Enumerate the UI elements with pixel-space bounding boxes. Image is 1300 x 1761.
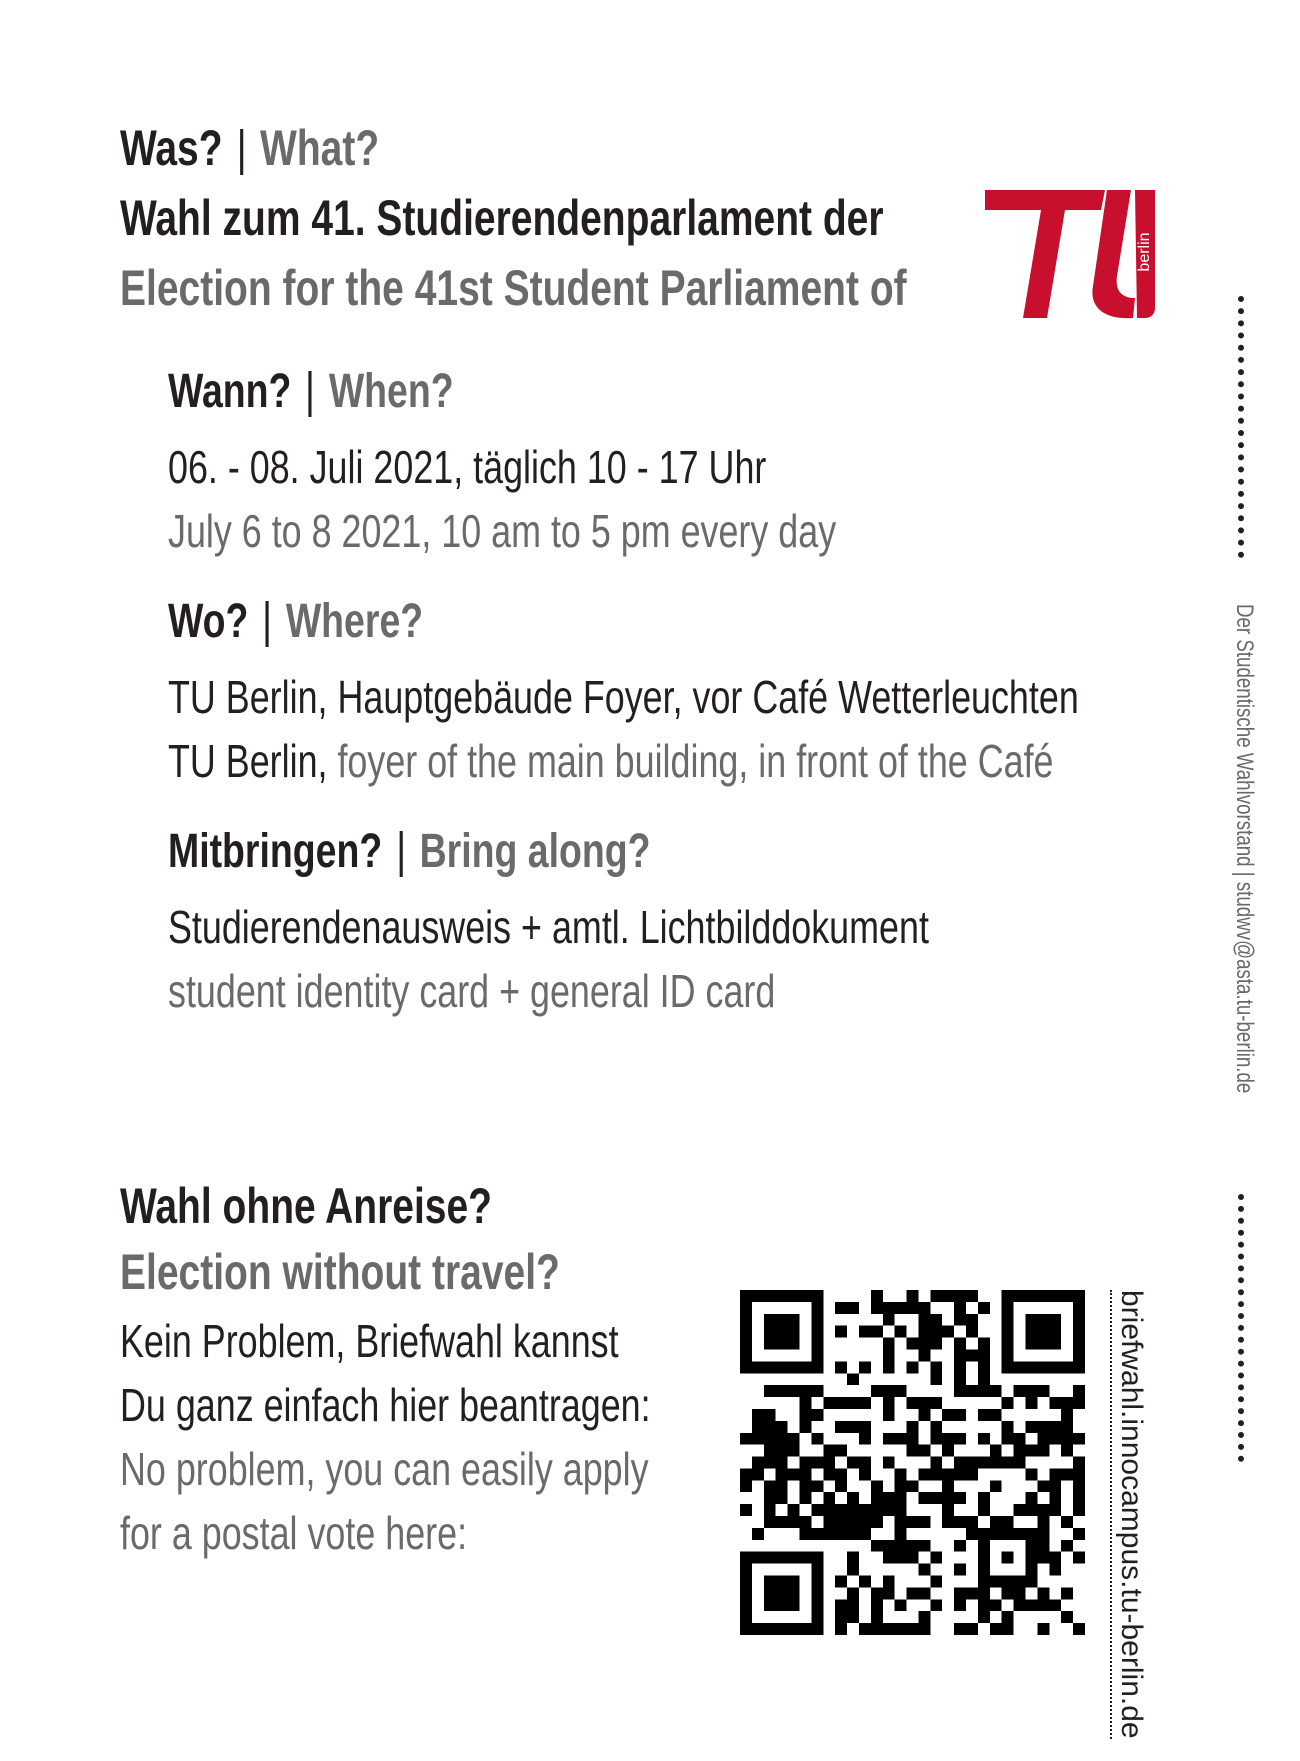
where-label-de: Wo? bbox=[168, 595, 249, 648]
postal-vote-url[interactable]: briefwahl.innocampus.tu-berlin.de bbox=[1110, 1290, 1148, 1739]
when-label-de: Wann? bbox=[168, 365, 292, 418]
postal-title-de: Wahl ohne Anreise? bbox=[120, 1178, 492, 1234]
election-title-en: Election for the 41st Student Parliament of bbox=[120, 260, 907, 316]
side-dotted-line-top bbox=[1238, 296, 1250, 558]
separator bbox=[399, 831, 402, 877]
qr-code[interactable] bbox=[740, 1290, 1085, 1635]
side-dotted-line-bottom bbox=[1238, 1194, 1250, 1462]
separator bbox=[309, 371, 312, 417]
what-label-de: Was? bbox=[120, 120, 223, 176]
election-title-de: Wahl zum 41. Studierendenparlament der bbox=[120, 190, 884, 246]
tu-berlin-logo bbox=[985, 190, 1155, 320]
postal-text-de-2: Du ganz einfach hier beantragen: bbox=[120, 1379, 651, 1431]
where-text-de: TU Berlin, Hauptgebäude Foyer, vor Café Wetterleuchten bbox=[168, 671, 1079, 723]
what-label-en: What? bbox=[260, 120, 380, 176]
when-label-en: When? bbox=[328, 365, 454, 418]
when-text-de: 06. - 08. Juli 2021, täglich 10 - 17 Uhr bbox=[168, 441, 767, 493]
where-heading bbox=[168, 592, 495, 652]
where-text-en: TU Berlin, foyer of the main building, in front of the Café bbox=[168, 735, 1054, 787]
postal-title-en: Election without travel? bbox=[120, 1244, 560, 1300]
bring-label-de: Mitbringen? bbox=[168, 825, 383, 878]
bring-heading bbox=[168, 822, 787, 882]
separator bbox=[240, 129, 243, 175]
postal-text-en-2: for a postal vote here: bbox=[120, 1507, 468, 1559]
postal-text-en-1: No problem, you can easily apply bbox=[120, 1443, 649, 1495]
bring-text-en: student identity card + general ID card bbox=[168, 965, 776, 1017]
separator bbox=[266, 601, 269, 647]
side-footer-text: Der Studentische Wahlvorstand | studwv@asta.tu-berlin.de bbox=[1231, 604, 1258, 1094]
bring-text-de: Studierendenausweis + amtl. Lichtbilddokument bbox=[168, 901, 929, 953]
when-text-en: July 6 to 8 2021, 10 am to 5 pm every day bbox=[168, 505, 837, 557]
where-label-en: Where? bbox=[285, 595, 424, 648]
postal-text-de-1: Kein Problem, Briefwahl kannst bbox=[120, 1315, 619, 1367]
bring-label-en: Bring along? bbox=[419, 825, 651, 878]
when-heading bbox=[168, 362, 534, 422]
what-heading bbox=[120, 118, 452, 178]
logo-berlin-text: berlin bbox=[1136, 232, 1153, 272]
